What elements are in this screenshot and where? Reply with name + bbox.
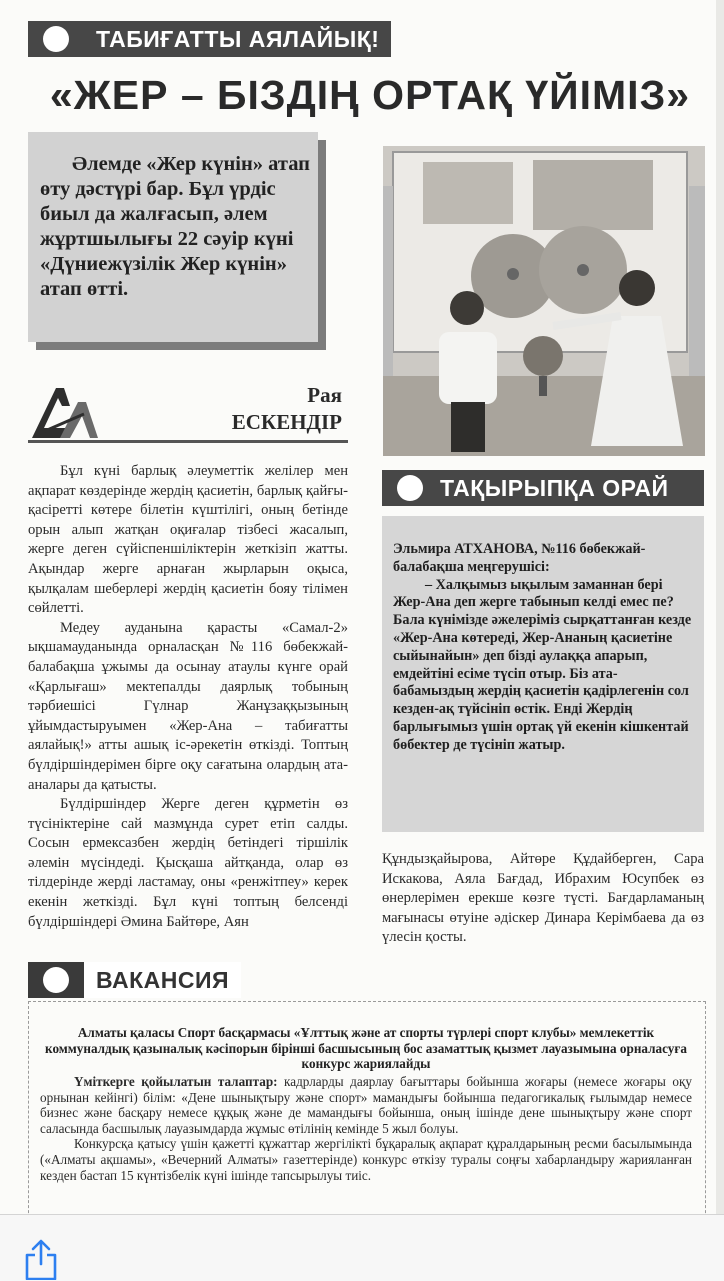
article-continuation bbox=[382, 850, 704, 948]
section-tag-nature bbox=[28, 21, 391, 57]
vacancy-documents: Конкурсқа қатысу үшін қажетті құжаттар жергілікті бұқаралық ақпарат құралдарының ресми басылымында («Алматы ақшамы», «Вечерний Алматы» газеттерінде) конкурс өткізу туралы соңғы хабарландыру жарияланған кезден бастап 15 күнтізбелік күні ішінде тапсырылуы тиіс. bbox=[40, 1136, 692, 1183]
article-paragraph: Бұл күні барлық әлеуметтік желілер мен ақпарат көздерінде жердің қасиетін, барлық қайғы-қасіретті көтере білетін күштілігі, оның бетінде орын алып жатқан оқиғалар тізбесі жасалып, жерге деген сүйіспеншіліктерін жеткізіп жатты. Ақындар жерге арнаған жырларын оқыса, қылқалам шеберлері жердің қасиетін бояу тілімен сөйлетті. bbox=[28, 463, 348, 617]
vacancy-requirements-text: кадрларды даярлау бағыттары бойынша жоғары (немесе жоғары оқу орнынан кейінгі) білім: «Дене шынықтыру және спорт» мамандығы бойынша педагогикалық ғылымдар немесе бизнес және басқару немесе құқық және де мамандығы бойынша, оның ішінде дене шынықтыру және спорт саласында басшылық лауазымдарда жұмыс өтілінің кемінде 5 жыл болуы. bbox=[40, 1074, 692, 1136]
vacancy-requirements bbox=[40, 1074, 692, 1136]
article-headline: «ЖЕР – БІЗДІҢ ОРТАҚ ҮЙІМІЗ» bbox=[49, 72, 691, 118]
vacancy-requirements-label: Үміткерге қойылатын талаптар: bbox=[74, 1074, 278, 1089]
article-body bbox=[28, 462, 348, 932]
section-tag-label: ВАКАНСИЯ bbox=[96, 966, 230, 993]
author-divider bbox=[28, 440, 348, 443]
bullet-icon bbox=[28, 962, 84, 998]
section-tag-label: ТАБИҒАТТЫ АЯЛАЙЫҚ! bbox=[96, 25, 380, 52]
article-paragraph: Медеу ауданына қарасты «Самал-2» ықшамауданында орналасқан №116 бөбекжай-балабақша ұжымы да осынау атаулы күнге орай «Қарлығаш» мектепалды даярлық тобының тәрбиешісі Гүлнар Жанұзаққызының ұйымдастыруымен «Жер-Ана – табиғатты аялайық!» атты ашық іс-әрекетін өткізді. Топтың бүлдіршіндерімен бірге оқу сағатына олардың ата-аналары да қатысты. bbox=[28, 619, 348, 793]
vacancy-title: Алматы қаласы Спорт басқармасы «Ұлттық және ат спорты түрлері спорт клубы» мемлекеттік коммуналдық қазыналық кәсіпорын бірінші басшысының бос азаматтық қызмет лауазымына орналасуға конкурс жариялайды bbox=[45, 1025, 687, 1072]
author-last-name: ЕСКЕНДІР bbox=[231, 410, 342, 434]
author-first-name: Рая bbox=[307, 383, 342, 407]
page-edge bbox=[716, 0, 724, 1218]
article-paragraph: Құндызқайырова, Айтөре Құдайберген, Сара Искакова, Аяла Бағдад, Ибрахим Юсупбек өз өнерлерімен ерекше көзге түсті. Бағдарламаның мағынасы өтуіне әдіскер Динара Керімбаева да өз үлесін қосты. bbox=[382, 851, 704, 946]
aa-monogram-logo-icon bbox=[30, 384, 100, 440]
bottom-toolbar bbox=[0, 1214, 724, 1281]
classroom-photo-icon bbox=[383, 146, 705, 456]
section-tag-related bbox=[382, 470, 704, 506]
quote-author: Эльмира АТХАНОВА, №116 бөбекжай-балабақша меңгерушісі: bbox=[393, 541, 646, 575]
section-tag-label: ТАҚЫРЫПҚА ОРАЙ bbox=[440, 474, 669, 501]
bullet-icon bbox=[28, 21, 84, 57]
bullet-icon bbox=[382, 470, 438, 506]
section-tag-vacancy bbox=[28, 962, 241, 998]
quote-text bbox=[393, 541, 698, 755]
lead-text: Әлемде «Жер күнін» атап өту дәстүрі бар. Бұл үрдіс биыл да жалғасып, әлем жұртшылығы 22 сәуір күні «Дүниежүзілік Жер күнін» атап өтті. bbox=[40, 153, 310, 300]
share-icon[interactable] bbox=[22, 1238, 60, 1280]
vacancy-body bbox=[40, 1074, 692, 1183]
article-paragraph: Бүлдіршіндер Жерге деген құрметін өз түсініктеріне сай мазмұнда сурет етіп салды. Сосын ермексазбен жердің бетіндегі тіршілік әлемін мүсіндеді. Қысқаша айтқанда, олар өз тілдерінде жерді ластамау, оны «ренжітпеу» керек екенін жеткізді. Бұл күні топтың белсенді бүлдіршіндері Әмина Байтөре, Аян bbox=[28, 796, 348, 930]
quote-body: – Халқымыз ықылым заманнан бері Жер-Ана деп жерге табынып келді емес пе? Бала күнімізде әжелеріміз сырқаттанған кезде «Жер-Ана көтереді, Жер-Ананың қасиетіне сыйынайын» деп бізді аулаққа апарып, емдейтіні есіме түсіп отыр. Біз ата-бабамыздың жердің қасиетін қадірлегенін сол кезден-ақ түйсініп өстік. Енді Жердің барлығымыз үшін ортақ үй екенін кішкентай бөбектер де түсініп жатыр. bbox=[393, 576, 692, 753]
author-byline bbox=[232, 382, 342, 436]
